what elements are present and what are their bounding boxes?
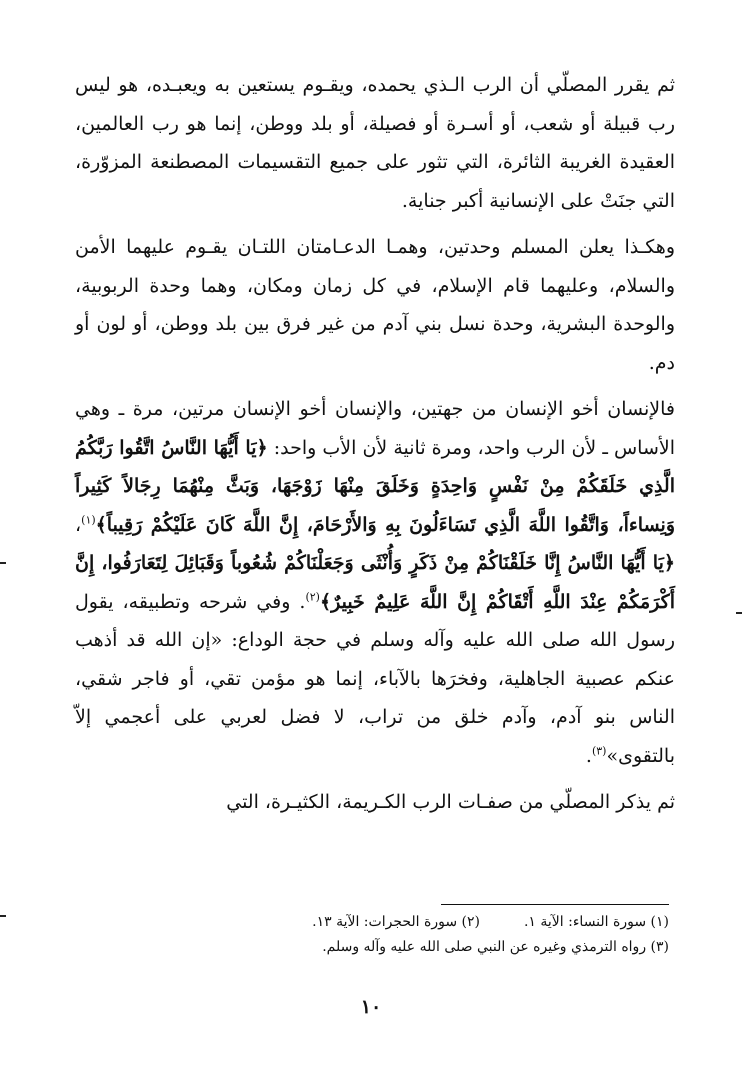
footnote-divider (441, 904, 669, 905)
text-run: ثم يذكر المصلّي من صفـات الرب الكـريمة، الكثيـرة، التي (226, 791, 675, 813)
main-text (75, 66, 675, 822)
footnote-row (69, 910, 669, 935)
paragraph (75, 390, 675, 775)
footnote-ref: (٢) (305, 590, 320, 604)
text-run: فالإنسان أخو الإنسان من جهتين، والإنسان أخو الإنسان مرتين، مرة ـ وهي الأساس ـ لأن الرب واحد، ومرة ثانية لأن الأب واحد: (75, 398, 675, 459)
scan-edge-mark (736, 612, 742, 614)
text-run: . وفي شرحه وتطبيقه، يقول رسول الله صلى الله عليه وآله وسلم في حجة الوداع: «إن الله قد أذهب عنكم عصبية الجاهلية، وفخرَها بالآباء، إنما هو مؤمن تقي، أو فاجر شقي، الناس بنو آدم، وآدم خلق من تراب، لا فضل لعربي على أعجمي إلاّ بالتقوى» (75, 590, 675, 767)
quran-verse: ﴿يَا أَيُّهَا النَّاسُ إِنَّا خَلَقْنَاكُمْ مِنْ ذَكَرٍ وَأُنْثَى وَجَعَلْنَاكُمْ شُعُوباً وَقَبَائِلَ لِتَعَارَفُوا، إِنَّ أَكْرَمَكُمْ عِنْدَ اللَّهِ أَتْقَاكُمْ إِنَّ اللَّهَ عَلِيمٌ خَبِيرٌ﴾ (75, 552, 676, 613)
text-run: ثم يقرر المصلّي أن الرب الـذي يحمده، ويقـوم يستعين به ويعبـده، هو ليس رب قبيلة أو شعب، أو أسـرة أو فصيلة، أو بلد ووطن، إنما هو رب العالمين، العقيدة الغريبة الثائرة، التي تثور على جميع التقسيمات المصطنعة المزوّرة، التي جنَتْ على الإنسانية أكبر جناية. (75, 74, 675, 212)
scan-edge-mark (0, 562, 6, 564)
paragraph (75, 228, 675, 382)
text-run: . (585, 744, 592, 767)
footnote-1: (١) سورة النساء: الآية ١. (523, 914, 669, 930)
footnotes (69, 910, 669, 960)
text-run: ، (75, 513, 82, 536)
footnote-ref: (١) (81, 513, 96, 527)
page-number: ١٠ (360, 996, 382, 1018)
text-run: وهكـذا يعلن المسلم وحدتين، وهمـا الدعـامتان اللتـان يقـوم عليهما الأمن والسلام، وعليهما قام الإسلام، في كل زمان ومكان، وهما وحدة الربوبية، والوحدة البشرية، وحدة نسل بني آدم من غير فرق بين بلد ووطن، أو لون أو دم. (75, 236, 675, 374)
paragraph (75, 66, 675, 220)
footnote-ref: (٣) (591, 744, 607, 758)
paragraph (75, 783, 675, 822)
quran-verse: ﴿يَا أَيُّهَا النَّاسُ اتَّقُوا رَبَّكُمُ الَّذِي خَلَقَكُمْ مِنْ نَفْسٍ وَاحِدَةٍ وَخَلَقَ مِنْهَا زَوْجَهَا، وَبَثَّ مِنْهُمَا رِجَالاً كَثِيراً وَنِساءاً، وَاتَّقُوا اللَّهَ الَّذِي تَسَاءَلُونَ بِهِ وَالأَرْحَامَ، إِنَّ اللَّهَ كَانَ عَلَيْكُمْ رَقِيباً﴾ (75, 436, 675, 536)
scan-edge-mark (0, 915, 6, 917)
footnote-row (69, 935, 669, 960)
footnote-3: (٣) رواه الترمذي وغيره عن النبي صلى الله عليه وآله وسلم. (322, 939, 669, 955)
footnote-2: (٢) سورة الحجرات: الآية ١٣. (312, 914, 480, 930)
